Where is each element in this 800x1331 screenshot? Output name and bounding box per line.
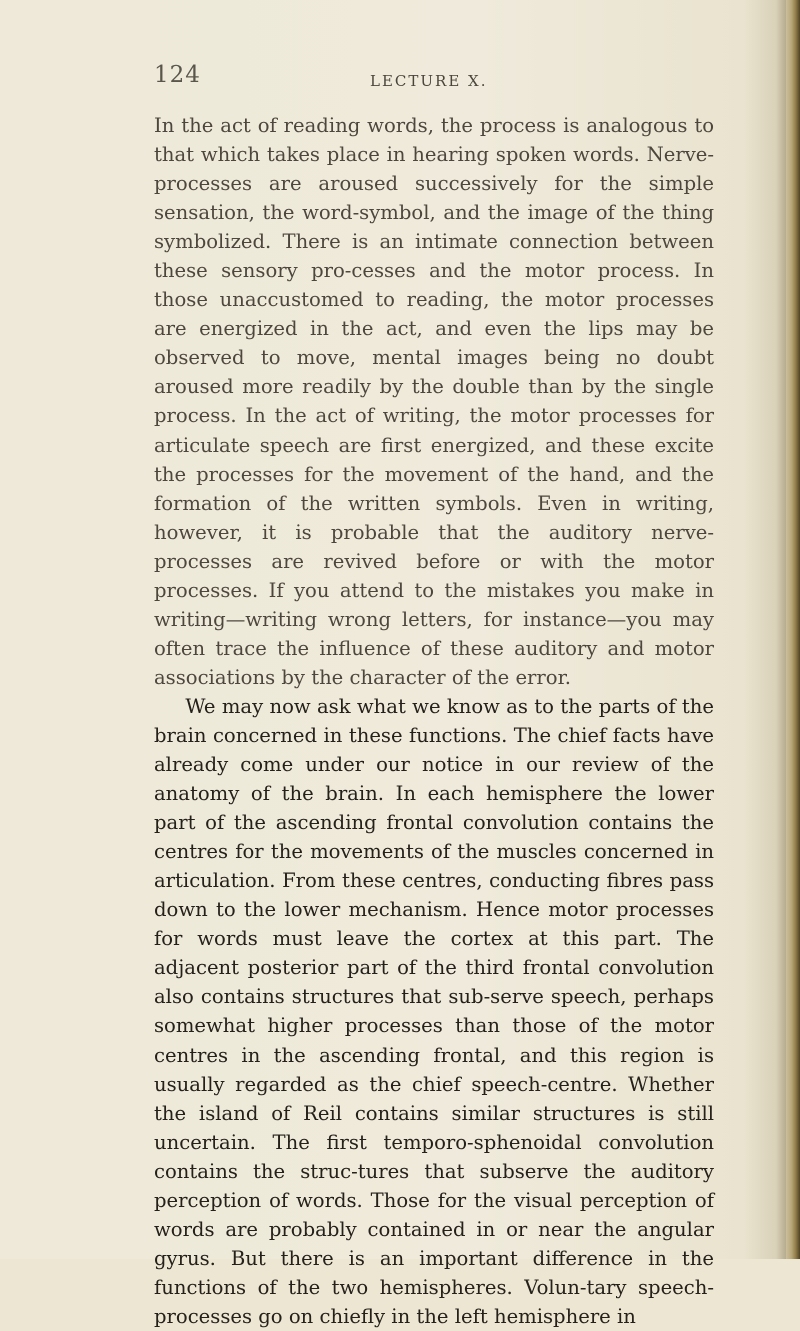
paragraph-brain-parts: We may now ask what we know as to the parts of the brain concerned in these functions. The chief facts have already come under our notice in our review of the anatomy of the brain. In each hemisphere the lower part of the ascending frontal convolution contains the centres for the movements of the muscles concerned in articulation. From these centres, conducting fibres pass down to the lower mechanism. Hence motor processes for words must leave the cortex at this part. The adjacent posterior part of the third frontal convolution also contains structures that sub-serve speech, perhaps somewhat higher processes than those of the motor centres in the ascending frontal, and this region is usually regarded as the chief speech-centre. Whether the island of Reil contains similar structures is still uncertain. The first temporo-sphenoidal convolution contains the struc-tures that subserve the auditory perception of words. Those for the visual perception of words are probably contained in or near the angular gyrus. But there is an important difference in the functions of the two hemispheres. Volun-tary speech-processes go on chiefly in the left hemisphere in bbox=[154, 694, 714, 1328]
body-text bbox=[154, 111, 714, 1331]
paragraph-reading-writing: In the act of reading words, the process is analogous to that which takes place in hearing spoken words. Nerve-processes are aroused successively for the simple sensation, the word-symbol, and the image of the thing symbolized. There is an intimate connection between these sensory pro-cesses and the motor process. In those unaccustomed to reading, the motor processes are energized in the act, and even the lips may be observed to move, mental images being no doubt aroused more readily by the double than by the single process. In the act of writing, the motor processes for articulate speech are first energized, and these excite the processes for the movement of the hand, and the formation of the written symbols. Even in writing, however, it is probable that the auditory nerve-processes are revived before or with the motor processes. If you attend to the mistakes you make in writing—writing wrong letters, for instance—you may often trace the influence of these auditory and motor associations by the character of the error. bbox=[154, 114, 714, 689]
page-header bbox=[154, 62, 714, 102]
page-edge-shadow bbox=[776, 0, 786, 1259]
running-head: LECTURE X. bbox=[370, 72, 488, 90]
page-number: 124 bbox=[154, 62, 201, 88]
page-edge bbox=[786, 0, 800, 1259]
